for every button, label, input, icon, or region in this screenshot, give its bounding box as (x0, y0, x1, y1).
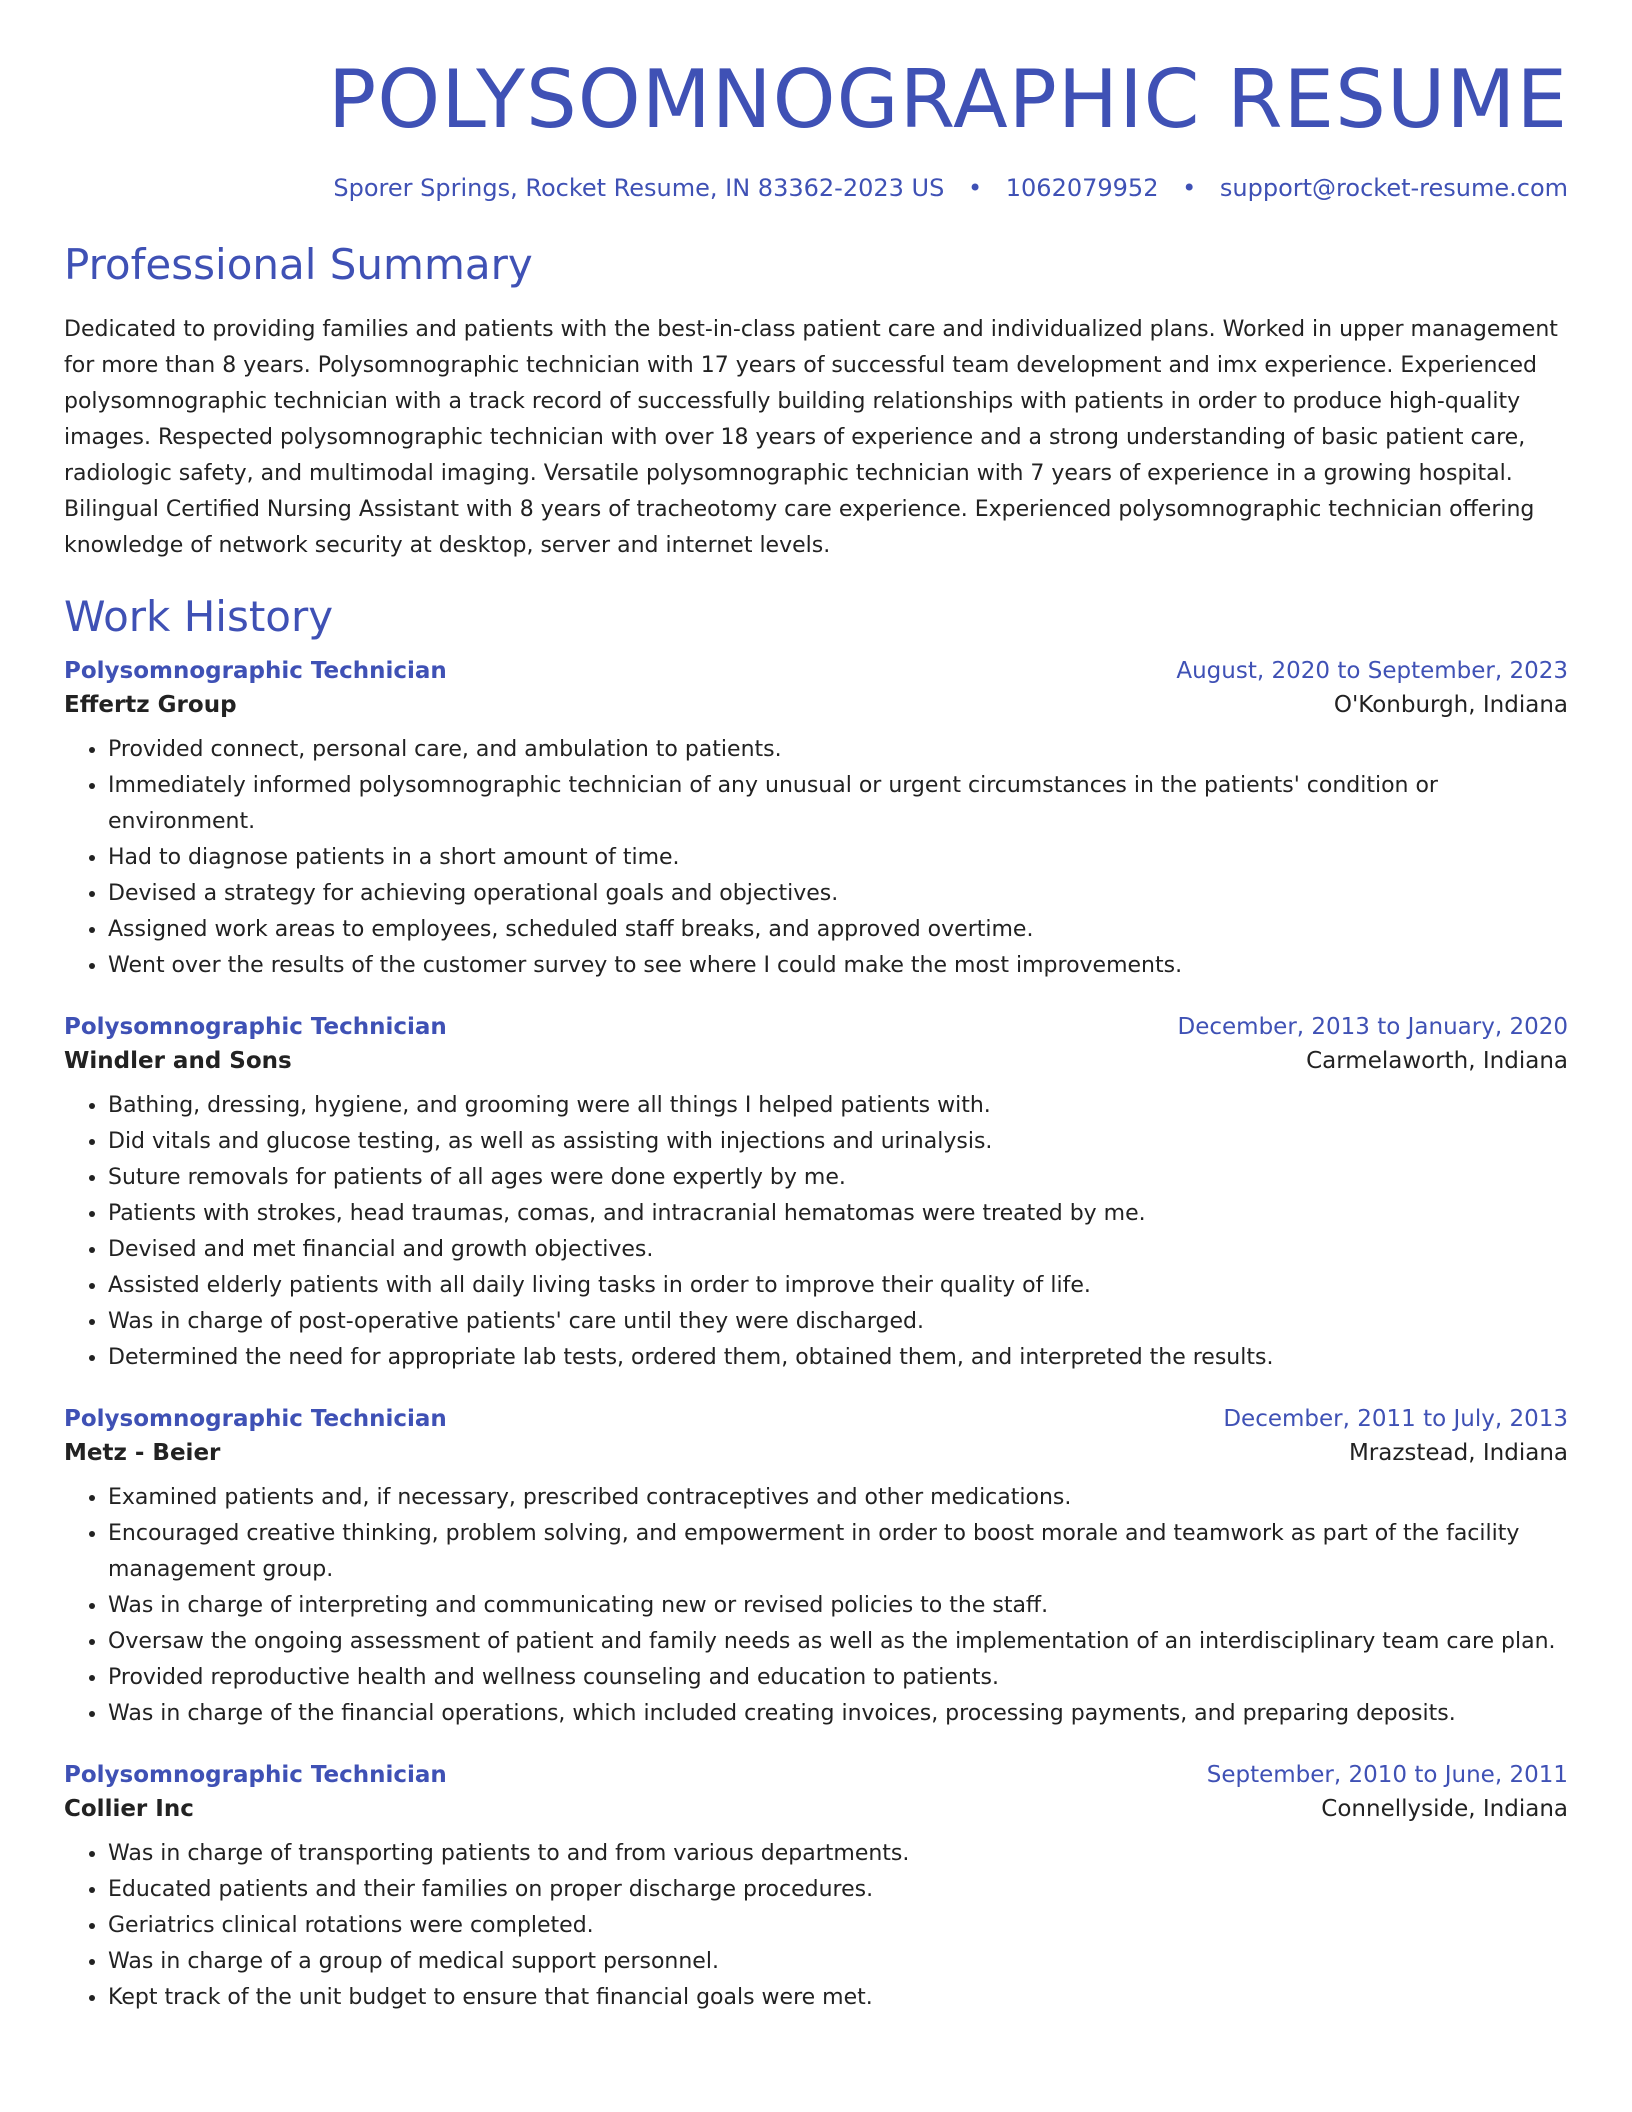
job-company-row (64, 1048, 1568, 1074)
job-entry (64, 1406, 1568, 1732)
resume-name: POLYSOMNOGRAPHIC RESUME (328, 53, 1568, 146)
job-title: Polysomnographic Technician (64, 1014, 447, 1041)
job-list (64, 658, 1568, 2016)
job-duties (64, 1088, 1568, 1376)
job-header-row (64, 1406, 1568, 1432)
duty-item: • Was in charge of transporting patients to and from various departments. (108, 1836, 1568, 1872)
job-company-row (64, 1440, 1568, 1466)
job-title: Polysomnographic Technician (64, 1406, 447, 1433)
duty-item: • Was in charge of the financial operations, which included creating invoices, processing payments, and preparing deposits. (108, 1696, 1568, 1732)
duty-item: • Provided connect, personal care, and ambulation to patients. (108, 732, 1568, 768)
duty-item: • Assigned work areas to employees, scheduled staff breaks, and approved overtime. (108, 912, 1568, 948)
contact-separator: • (967, 174, 983, 202)
job-location: O'Konburgh, Indiana (1333, 692, 1568, 719)
job-title: Polysomnographic Technician (64, 1762, 447, 1789)
duty-item: • Kept track of the unit budget to ensure that financial goals were met. (108, 1980, 1568, 2016)
duty-item: • Was in charge of post-operative patients' care until they were discharged. (108, 1304, 1568, 1340)
contact-email: support@rocket-resume.com (1219, 174, 1568, 202)
job-company: Windler and Sons (64, 1048, 292, 1075)
job-header-row (64, 1014, 1568, 1040)
job-duties (64, 732, 1568, 984)
duty-item: • Devised and met financial and growth objectives. (108, 1232, 1568, 1268)
duty-item: • Devised a strategy for achieving operational goals and objectives. (108, 876, 1568, 912)
duty-item: • Oversaw the ongoing assessment of patient and family needs as well as the implementation of an interdisciplinary team care plan. (108, 1624, 1568, 1660)
job-title: Polysomnographic Technician (64, 658, 447, 685)
duty-item: • Did vitals and glucose testing, as well as assisting with injections and urinalysis. (108, 1124, 1568, 1160)
duty-item: • Educated patients and their families on proper discharge procedures. (108, 1872, 1568, 1908)
duty-item: • Had to diagnose patients in a short amount of time. (108, 840, 1568, 876)
duty-item: • Patients with strokes, head traumas, comas, and intracranial hematomas were treated by me. (108, 1196, 1568, 1232)
duty-item: • Assisted elderly patients with all daily living tasks in order to improve their quality of life. (108, 1268, 1568, 1304)
duty-item: • Examined patients and, if necessary, prescribed contraceptives and other medications. (108, 1480, 1568, 1516)
contact-separator: • (1182, 174, 1197, 202)
work-history-heading: Work History (64, 592, 334, 642)
job-dates: December, 2011 to July, 2013 (1223, 1406, 1568, 1433)
summary-text: Dedicated to providing families and patients with the best-in-class patient care and individualized plans. Worked in upper management for more than 8 years. Polysomnographic technician with 17 years of successful team development and imx experience. Experienced polysomnographic technician with a track record of successfully building relationships with patients in order to produce high-quality images. Respected polysomnographic technician with over 18 years of experience and a strong understanding of basic patient care, radiologic safety, and multimodal imaging. Versatile polysomnographic technician with 7 years of experience in a growing hospital. Bilingual Certified Nursing Assistant with 8 years of tracheotomy care experience. Experienced polysomnographic technician offering knowledge of network security at desktop, server and internet levels. (64, 317, 1558, 559)
contact-address: Sporer Springs, Rocket Resume, IN 83362-2023 US (333, 174, 945, 202)
job-company: Effertz Group (64, 692, 237, 719)
job-duties (64, 1836, 1568, 2016)
job-company-row (64, 692, 1568, 718)
job-entry (64, 1762, 1568, 2016)
job-duties (64, 1480, 1568, 1732)
duty-item: • Encouraged creative thinking, problem solving, and empowerment in order to boost morale and teamwork as part of the facility management group. (108, 1516, 1568, 1588)
duty-item: • Geriatrics clinical rotations were completed. (108, 1908, 1568, 1944)
duty-item: • Suture removals for patients of all ages were done expertly by me. (108, 1160, 1568, 1196)
job-dates: September, 2010 to June, 2011 (1206, 1762, 1568, 1789)
job-entry (64, 1014, 1568, 1376)
job-company-row (64, 1796, 1568, 1822)
duty-item: • Went over the results of the customer survey to see where I could make the most improvements. (108, 948, 1568, 984)
duty-item: • Determined the need for appropriate lab tests, ordered them, obtained them, and interpreted the results. (108, 1340, 1568, 1376)
duty-item: • Was in charge of a group of medical support personnel. (108, 1944, 1568, 1980)
contact-line (64, 174, 1568, 202)
job-company: Metz - Beier (64, 1440, 221, 1467)
summary-heading: Professional Summary (64, 240, 533, 289)
job-company: Collier Inc (64, 1796, 194, 1823)
duty-item: • Was in charge of interpreting and communicating new or revised policies to the staff. (108, 1588, 1568, 1624)
job-header-row (64, 1762, 1568, 1788)
job-dates: August, 2020 to September, 2023 (1176, 658, 1568, 685)
job-dates: December, 2013 to January, 2020 (1177, 1014, 1568, 1041)
job-location: Mrazstead, Indiana (1348, 1440, 1568, 1467)
job-location: Carmelaworth, Indiana (1306, 1048, 1568, 1075)
duty-item: • Immediately informed polysomnographic technician of any unusual or urgent circumstances in the patients' condition or environment. (108, 768, 1568, 840)
job-location: Connellyside, Indiana (1321, 1796, 1568, 1823)
duty-item: • Provided reproductive health and wellness counseling and education to patients. (108, 1660, 1568, 1696)
contact-phone: 1062079952 (1005, 174, 1159, 202)
duty-item: • Bathing, dressing, hygiene, and grooming were all things I helped patients with. (108, 1088, 1568, 1124)
job-header-row (64, 658, 1568, 684)
job-entry (64, 658, 1568, 984)
